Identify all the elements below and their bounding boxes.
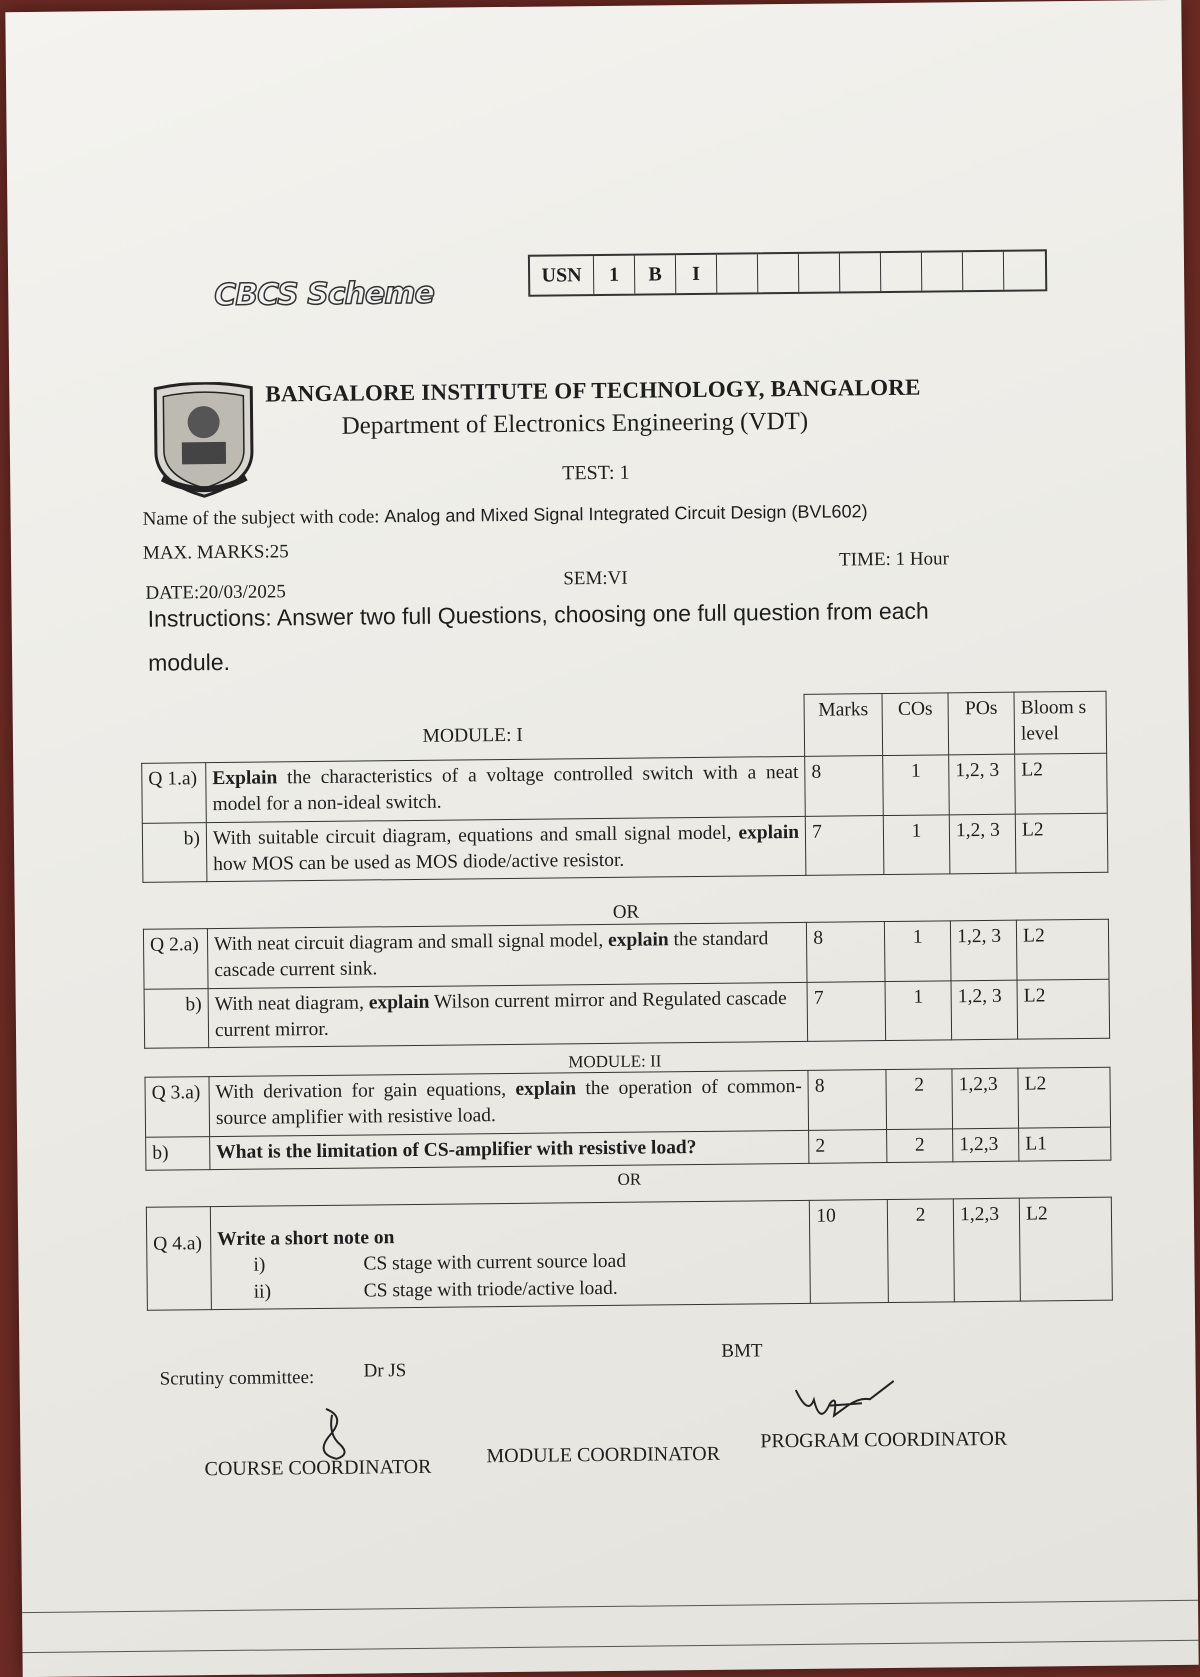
module1-q1-table [141, 691, 1109, 883]
bloom-cell: L2 [1016, 919, 1109, 980]
list-num: i) [253, 1254, 266, 1276]
marks-cell: 10 [810, 1200, 889, 1304]
question-text [210, 1130, 810, 1170]
bloom-cell: L2 [1018, 1067, 1111, 1128]
question-label: b) [146, 1136, 210, 1170]
marks-cell: 8 [807, 922, 886, 982]
question-text [206, 816, 806, 882]
bloom-cell: L1 [1019, 1127, 1111, 1161]
module1-q2-table [143, 919, 1110, 1049]
co-cell: 1 [883, 755, 950, 815]
po-cell: 1,2,3 [953, 1128, 1019, 1162]
scheme-label: CBCS Scheme [214, 275, 435, 314]
usn-box [840, 253, 881, 291]
usn-box: I [676, 255, 717, 293]
instructions: Instructions: Answer two full Questions, choosing one full question from each module. [147, 597, 929, 676]
institute-logo-icon [151, 382, 256, 501]
max-marks: MAX. MARKS:25 [142, 541, 289, 564]
subject-label: Name of the subject with code: [142, 506, 380, 530]
exam-time: TIME: 1 Hour [838, 548, 949, 571]
co-cell: 1 [885, 980, 952, 1040]
question-pre: With neat circuit diagram and small signal model, [213, 929, 609, 956]
question-label: Q 1.a) [142, 763, 207, 823]
exam-date: DATE:20/03/2025 [145, 581, 286, 604]
list-text: CS stage with current source load [363, 1251, 627, 1275]
question-pre: With neat diagram, [214, 992, 369, 1015]
module2-q3-table [144, 1067, 1111, 1171]
question-body: the standard cascade current sink. [214, 928, 769, 982]
question-bold: explain [368, 991, 430, 1014]
question-text [206, 756, 806, 822]
question-pre: With derivation for gain equations, [215, 1078, 516, 1104]
question-text [208, 982, 808, 1048]
scrutiny-name: Dr JS [363, 1360, 407, 1382]
question-row [144, 979, 1110, 1049]
question-bold: Explain [212, 767, 278, 790]
po-cell: 1,2, 3 [950, 920, 1017, 980]
question-row [145, 1067, 1111, 1137]
department-name: Department of Electronics Engineering (VDT) [341, 407, 809, 440]
subject-line [143, 501, 868, 531]
test-title: TEST: 1 [562, 461, 630, 485]
question-row [143, 919, 1109, 989]
question-text [209, 1070, 809, 1136]
scrutiny-name-2: BMT [721, 1340, 763, 1362]
bloom-cell: L2 [1019, 1197, 1112, 1301]
usn-box [799, 253, 840, 291]
usn-box-row [528, 249, 1047, 296]
question-body: how MOS can be used as MOS diode/active resistor. [213, 849, 625, 876]
co-cell: 2 [887, 1199, 954, 1303]
bloom-cell: L2 [1017, 979, 1110, 1040]
question-label: Q 3.a) [145, 1077, 210, 1137]
usn-box [717, 254, 758, 292]
header-pos: POs [948, 692, 1015, 755]
subject-value: Analog and Mixed Signal Integrated Circuit Design (BVL602) [384, 501, 868, 527]
bottom-rule [22, 1640, 1198, 1653]
institute-name: BANGALORE INSTITUTE OF TECHNOLOGY, BANGALORE [265, 374, 921, 407]
po-cell: 1,2, 3 [949, 814, 1016, 874]
question-body: the characteristics of a voltage controlled switch with a neat model for a non-ideal switch. [212, 761, 799, 816]
semester: SEM:VI [563, 567, 628, 590]
question-row [146, 1197, 1112, 1310]
marks-cell: 8 [805, 756, 884, 816]
header-cos: COs [882, 693, 949, 756]
question-bold: explain [515, 1078, 577, 1100]
usn-box: 1 [594, 256, 635, 294]
question-label: b) [144, 988, 209, 1048]
course-coordinator: COURSE COORDINATOR [204, 1455, 432, 1481]
module2-q4-table [146, 1197, 1113, 1311]
question-bold: Write a short note on [217, 1227, 395, 1251]
marks-cell: 2 [809, 1129, 887, 1163]
question-bold: explain [738, 821, 800, 844]
po-cell: 1,2,3 [952, 1068, 1019, 1128]
co-cell: 2 [887, 1128, 953, 1162]
question-pre: With suitable circuit diagram, equations and small signal model, [212, 822, 739, 849]
module-coordinator: MODULE COORDINATOR [486, 1442, 721, 1468]
program-coordinator: PROGRAM COORDINATOR [760, 1427, 1008, 1453]
po-cell: 1,2,3 [953, 1198, 1020, 1302]
marks-cell: 7 [805, 815, 884, 875]
usn-box [963, 252, 1004, 290]
question-row [142, 813, 1108, 883]
po-cell: 1,2, 3 [949, 754, 1016, 814]
question-row [142, 753, 1108, 823]
bloom-cell: L2 [1015, 813, 1108, 874]
question-text [210, 1200, 810, 1309]
co-cell: 2 [886, 1069, 953, 1129]
module2-title: MODULE: II [568, 1051, 662, 1072]
list-num: ii) [253, 1281, 272, 1303]
po-cell: 1,2, 3 [951, 980, 1018, 1040]
usn-label: USN [530, 256, 594, 295]
marks-cell: 7 [807, 981, 886, 1041]
usn-box [881, 253, 922, 291]
usn-box [1004, 251, 1045, 289]
module1-title: MODULE: I [422, 724, 523, 747]
or-divider: OR [612, 901, 640, 923]
question-body: Wilson current mirror and Regulated cascade current mirror. [214, 987, 787, 1042]
co-cell: 1 [885, 921, 952, 981]
co-cell: 1 [883, 814, 950, 874]
bloom-cell: L2 [1015, 753, 1108, 814]
usn-box [758, 254, 799, 292]
marks-cell: 8 [808, 1070, 887, 1130]
usn-box [922, 252, 963, 290]
or-divider: OR [617, 1169, 642, 1189]
question-bold: explain [607, 929, 669, 951]
list-item [218, 1274, 805, 1306]
question-label: b) [142, 822, 207, 882]
usn-box: B [635, 255, 676, 293]
exam-paper [5, 0, 1198, 1677]
header-blooms: Bloom s level [1014, 691, 1107, 754]
question-bold: What is the limitation of CS-amplifier with resistive load? [216, 1136, 697, 1163]
question-label: Q 4.a) [146, 1207, 211, 1311]
bottom-rule [22, 1600, 1198, 1613]
question-body: the operation of common-source amplifier with resistive load. [215, 1075, 802, 1130]
scrutiny-label: Scrutiny committee: [159, 1367, 315, 1390]
list-text: CS stage with triode/active load. [363, 1277, 618, 1302]
question-label: Q 2.a) [143, 929, 208, 989]
question-text [207, 922, 807, 988]
program-signature-icon [790, 1375, 901, 1436]
header-marks: Marks [804, 694, 883, 757]
